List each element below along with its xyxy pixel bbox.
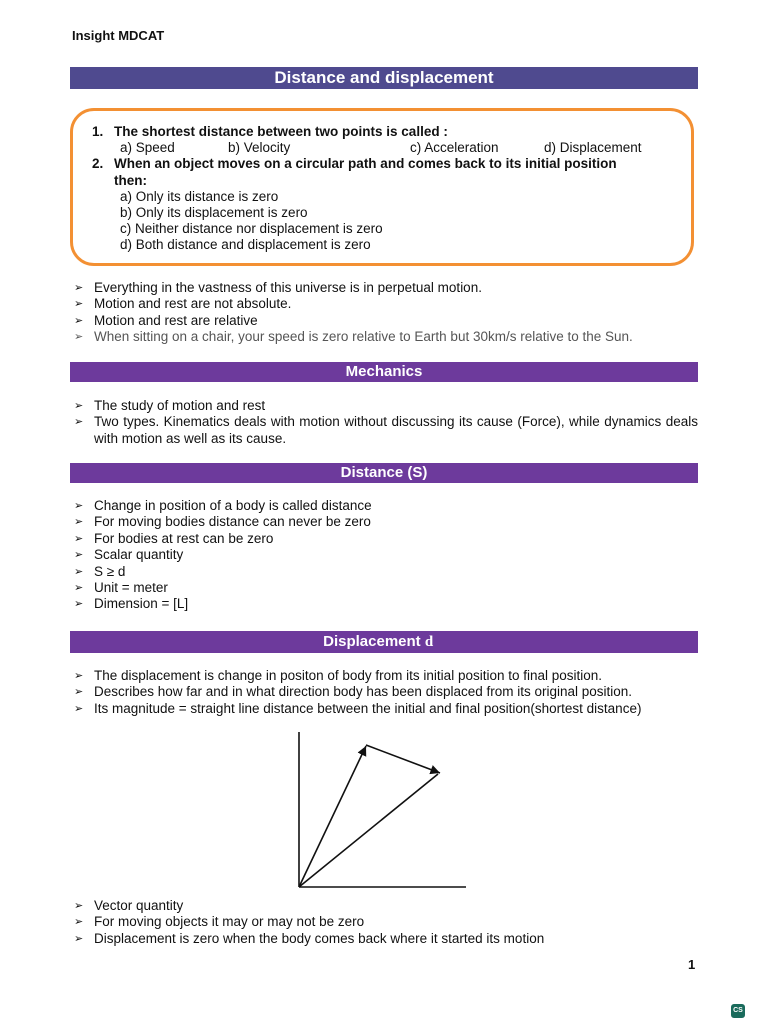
q2-option-d: d) Both distance and displacement is zero bbox=[120, 237, 371, 252]
distance-list bbox=[74, 498, 698, 613]
q2-option-c: c) Neither distance nor displacement is zero bbox=[120, 221, 383, 236]
bullet-arrow-icon: ➢ bbox=[74, 932, 84, 945]
list-item: ➢ When sitting on a chair, your speed is zero relative to Earth but 30km/s relative to the Sun. bbox=[74, 329, 633, 345]
list-item: ➢ Its magnitude = straight line distance between the initial and final position(shortest distance) bbox=[74, 700, 642, 716]
q2-text-line2: then: bbox=[114, 173, 147, 188]
brand-header: Insight MDCAT bbox=[72, 28, 165, 43]
list-item: ➢ Unit = meter bbox=[74, 580, 168, 596]
list-item: ➢ For moving objects it may or may not be zero bbox=[74, 914, 365, 930]
q1-number: 1. bbox=[92, 124, 104, 139]
distance-heading: Distance (S) bbox=[70, 463, 698, 483]
bullet-arrow-icon: ➢ bbox=[74, 331, 84, 344]
list-item: ➢ Dimension = [L] bbox=[74, 596, 189, 612]
bullet-arrow-icon: ➢ bbox=[74, 500, 84, 512]
displacement-heading-text: Displacement bbox=[323, 633, 425, 650]
q1-option-a: a) Speed bbox=[120, 140, 175, 155]
displacement-vector-symbol: d⃗ bbox=[424, 634, 445, 650]
list-item: ➢ Vector quantity bbox=[74, 898, 184, 913]
mechanics-list bbox=[74, 398, 698, 447]
bullet-arrow-icon: ➢ bbox=[74, 416, 84, 429]
displacement-diagram bbox=[290, 730, 470, 892]
q1-option-c: c) Acceleration bbox=[410, 140, 499, 155]
displacement-list bbox=[74, 668, 698, 717]
mechanics-heading: Mechanics bbox=[70, 362, 698, 382]
q1-text: The shortest distance between two points is called : bbox=[114, 124, 448, 139]
list-item: ➢ The study of motion and rest bbox=[74, 398, 266, 413]
bullet-arrow-icon: ➢ bbox=[74, 298, 84, 311]
displacement-vector-line bbox=[299, 774, 438, 887]
motion-list bbox=[74, 280, 698, 346]
list-item: ➢ Scalar quantity bbox=[74, 547, 184, 563]
q2-option-b: b) Only its displacement is zero bbox=[120, 205, 308, 220]
bullet-arrow-icon: ➢ bbox=[74, 516, 84, 529]
bullet-arrow-icon: ➢ bbox=[74, 916, 84, 929]
list-item: ➢ Motion and rest are relative bbox=[74, 312, 258, 328]
list-item: ➢ Describes how far and in what direction body has been displaced from its original position. bbox=[74, 684, 633, 700]
bullet-arrow-icon: ➢ bbox=[74, 900, 84, 912]
bullet-arrow-icon: ➢ bbox=[74, 400, 84, 412]
q2-number: 2. bbox=[92, 156, 104, 171]
q2-option-a: a) Only its distance is zero bbox=[120, 189, 279, 204]
displacement-list-2 bbox=[74, 898, 698, 947]
camscanner-badge-icon: CS bbox=[731, 1004, 745, 1018]
list-item: ➢ Displacement is zero when the body comes back where it started its motion bbox=[74, 930, 545, 946]
list-item: ➢ Motion and rest are not absolute. bbox=[74, 296, 292, 312]
bullet-arrow-icon: ➢ bbox=[74, 702, 84, 715]
bullet-arrow-icon: ➢ bbox=[74, 282, 84, 294]
bullet-arrow-icon: ➢ bbox=[74, 549, 84, 562]
list-item: ➢ Two types. Kinematics deals with motion without discussing its cause (Force), while dynamics deals with motion as well as its cause. bbox=[74, 414, 698, 446]
bullet-arrow-icon: ➢ bbox=[74, 532, 84, 545]
list-item: ➢ For moving bodies distance can never be zero bbox=[74, 514, 371, 530]
list-item: ➢ Everything in the vastness of this universe is in perpetual motion. bbox=[74, 280, 482, 295]
q1-option-b: b) Velocity bbox=[228, 140, 291, 155]
list-item: ➢ S ≥ d bbox=[74, 563, 126, 579]
path-segment-1 bbox=[299, 746, 366, 887]
bullet-arrow-icon: ➢ bbox=[74, 582, 84, 595]
title-banner: Distance and displacement bbox=[70, 67, 698, 89]
bullet-arrow-icon: ➢ bbox=[74, 598, 84, 611]
list-item: ➢ Change in position of a body is called distance bbox=[74, 498, 372, 513]
bullet-arrow-icon: ➢ bbox=[74, 686, 84, 699]
q2-text-line1: When an object moves on a circular path and comes back to its initial position bbox=[114, 156, 617, 171]
list-item: ➢ The displacement is change in positon of body from its initial position to final position. bbox=[74, 668, 603, 683]
displacement-heading bbox=[70, 631, 698, 653]
path-segment-2 bbox=[366, 745, 440, 773]
bullet-arrow-icon: ➢ bbox=[74, 565, 84, 578]
page-number: 1 bbox=[688, 957, 696, 972]
bullet-arrow-icon: ➢ bbox=[74, 314, 84, 327]
bullet-arrow-icon: ➢ bbox=[74, 670, 84, 682]
list-item: ➢ For bodies at rest can be zero bbox=[74, 530, 274, 546]
q1-option-d: d) Displacement bbox=[544, 140, 642, 155]
